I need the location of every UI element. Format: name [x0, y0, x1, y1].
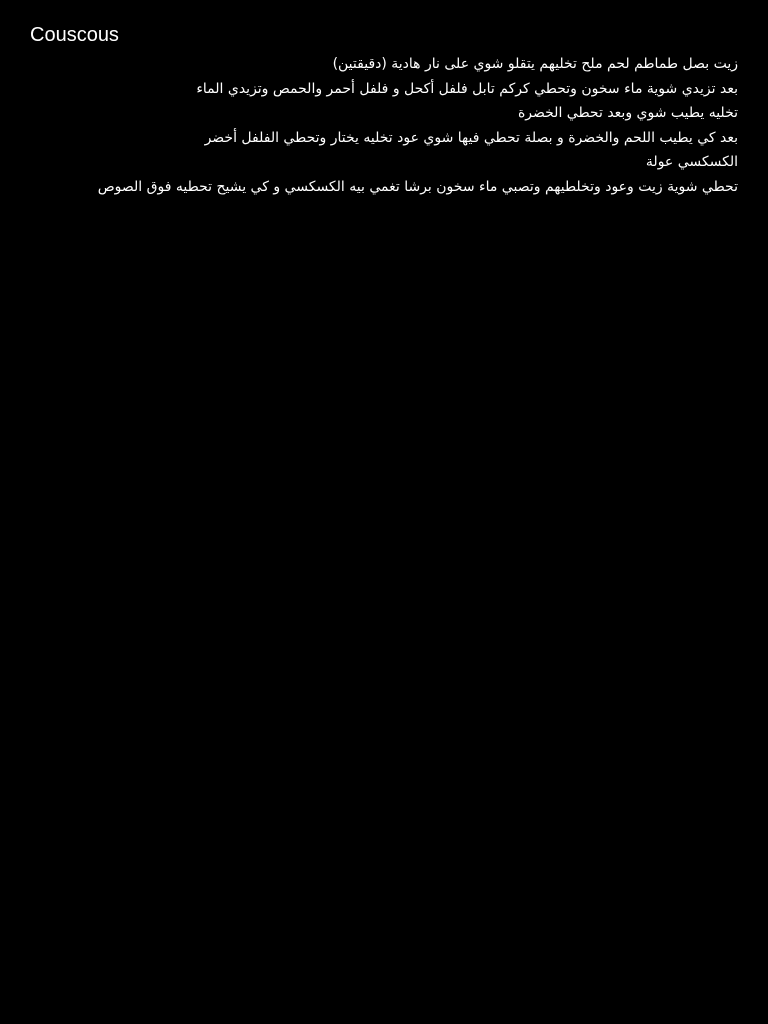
- note-line[interactable]: تحطي شوية زيت وعود وتخلطيهم وتصبي ماء سخون برشا تغمي بيه الكسكسي و كي يشيح تحطيه فوق الصوص: [97, 178, 738, 195]
- note-line[interactable]: بعد تزيدي شوية ماء سخون وتحطي كركم تابل فلفل أكحل و فلفل أحمر والحمص وتزيدي الماء: [196, 80, 738, 97]
- note-title[interactable]: Couscous: [30, 24, 119, 46]
- note-body[interactable]: [30, 52, 738, 199]
- note-line[interactable]: زيت بصل طماطم لحم ملح تخليهم يتقلو شوي على نار هادية (دقيقتين): [332, 56, 738, 72]
- note-line[interactable]: تخليه يطيب شوي وبعد تحطي الخضرة: [517, 105, 738, 121]
- note-line[interactable]: الكسكسي عولة: [645, 154, 738, 170]
- note-line[interactable]: بعد كي يطيب اللحم والخضرة و بصلة تحطي فيها شوي عود تخليه يختار وتحطي الفلفل أخضر: [204, 129, 738, 146]
- note-content[interactable]: [30, 22, 738, 199]
